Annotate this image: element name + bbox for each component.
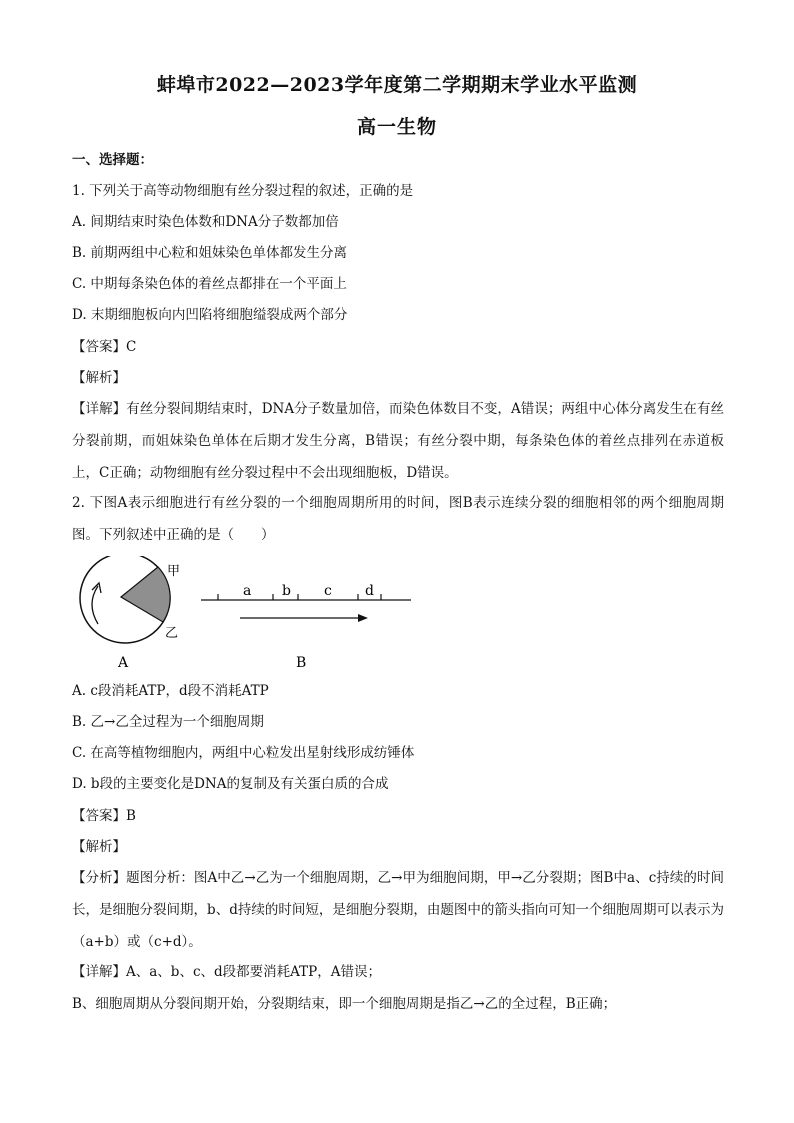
q2-option-c: C. 在高等植物细胞内，两组中心粒发出星射线形成纺锤体: [72, 745, 415, 761]
q1-option-b: B. 前期两组中心粒和姐妹染色单体都发生分离: [72, 245, 348, 261]
page-title: 蚌埠市2022—2023学年度第二学期期末学业水平监测: [156, 74, 638, 96]
q2-detail-b: B、细胞周期从分裂间期开始，分裂期结束，即一个细胞周期是指乙→乙的全过程，B正确；: [72, 996, 617, 1012]
q2-stem: 2. 下图A表示细胞进行有丝分裂的一个细胞周期所用的时间，图B表示连续分裂的细胞相邻的两个细胞周期图。下列叙述中正确的是（ ）: [72, 495, 724, 543]
q1-answer: 【答案】C: [72, 339, 137, 355]
q1-option-a: A. 间期结束时染色体数和DNA分子数都加倍: [72, 214, 339, 230]
q1-detail: 【详解】有丝分裂间期结束时，DNA分子数量加倍，而染色体数目不变，A错误；两组中心体分离发生在有丝分裂前期，而姐妹染色单体在后期才发生分离，B错误；有丝分裂中期，每条染色体的着丝点排列在赤道板上，C正确；动物细胞有丝分裂过程中不会出现细胞板，D错误。: [72, 401, 724, 481]
q2-option-a: A. c段消耗ATP，d段不消耗ATP: [72, 683, 269, 699]
label-yi: 乙: [165, 626, 179, 641]
direction-arrowhead: [358, 614, 368, 622]
label-jia: 甲: [167, 564, 181, 579]
q2-answer: 【答案】B: [72, 808, 136, 824]
q2-option-d: D. b段的主要变化是DNA的复制及有关蛋白质的合成: [72, 776, 389, 792]
segment-c-label: c: [324, 583, 332, 599]
cell-cycle-figure: [68, 556, 428, 676]
label-A: A: [118, 655, 129, 671]
segment-b-label: b: [282, 583, 291, 599]
q1-analysis-label: 【解析】: [72, 370, 126, 386]
segment-d-label: d: [365, 583, 374, 599]
q2-fenxi: 【分析】题图分析：图A中乙→乙为一个细胞周期，乙→甲为细胞间期，甲→乙分裂期；图B中a、c持续的时间长，是细胞分裂间期，b、d持续的时间短，是细胞分裂期，由题图中的箭头指向可知一个细胞周期可以表示为（a+b）或（c+d）。: [72, 870, 724, 950]
q2-option-b: B. 乙→乙全过程为一个细胞周期: [72, 714, 264, 730]
label-B: B: [296, 655, 307, 671]
segment-a-label: a: [243, 583, 252, 599]
q1-option-c: C. 中期每条染色体的着丝点都排在一个平面上: [72, 276, 347, 292]
figure-a-circle-diagram: [80, 556, 180, 671]
section-heading: 一、选择题：: [72, 152, 153, 168]
q2-detail-a: 【详解】A、a、b、c、d段都要消耗ATP，A错误；: [72, 964, 381, 980]
page-subtitle: 高一生物: [356, 116, 437, 138]
q2-analysis-label: 【解析】: [72, 839, 126, 855]
q1-option-d: D. 末期细胞板向内凹陷将细胞缢裂成两个部分: [72, 307, 348, 323]
q1-stem: 1. 下列关于高等动物细胞有丝分裂过程的叙述，正确的是: [72, 183, 414, 199]
figure-b-timeline: [201, 583, 411, 671]
